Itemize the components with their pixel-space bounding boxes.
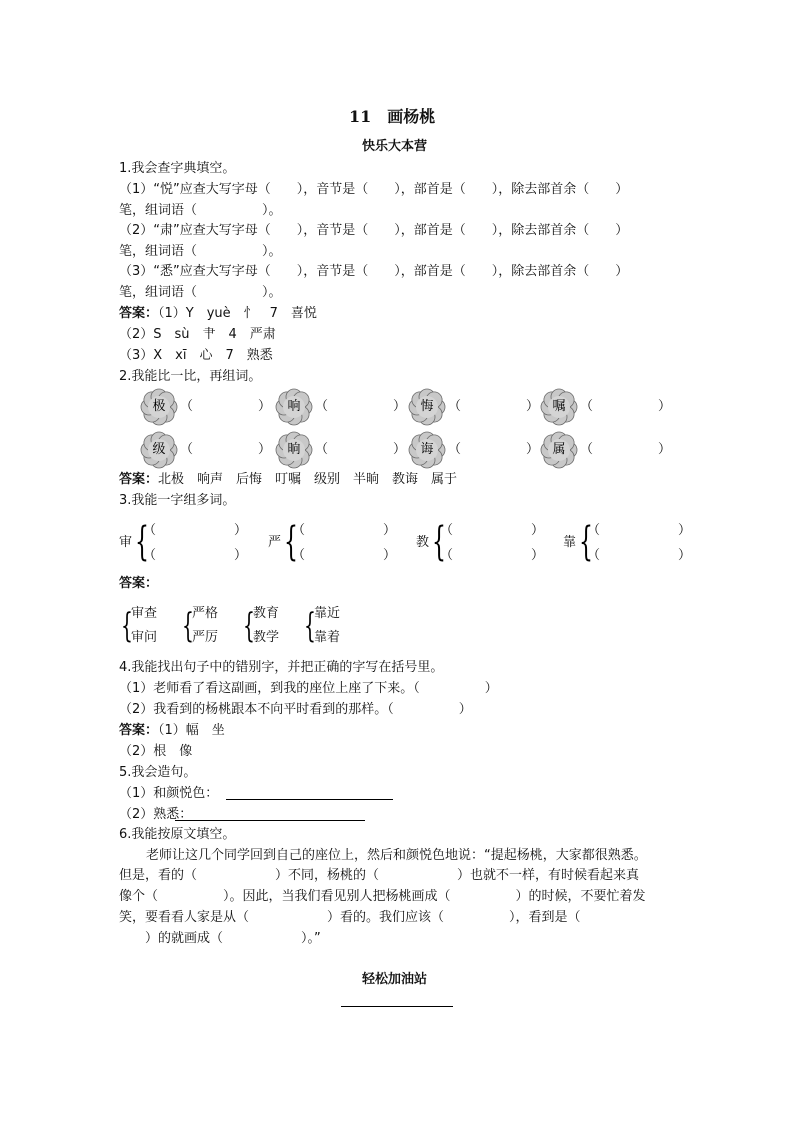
q5-blank-1[interactable] bbox=[226, 799, 393, 800]
q5-item-2: （2）熟悉： bbox=[119, 807, 193, 822]
q1-answer-3: （3）X xī 心 7 熟悉 bbox=[119, 348, 273, 363]
section-divider bbox=[341, 1006, 453, 1007]
answer-label: 答案： bbox=[119, 472, 159, 487]
answer-blank[interactable]: （ ） bbox=[180, 399, 272, 414]
q4-heading: 4.我能找出句子中的错别字，并把正确的字写在括号里。 bbox=[119, 660, 444, 675]
q3-answer-word: 严厉 bbox=[192, 630, 219, 645]
answer-blank[interactable]: （ ） bbox=[448, 442, 540, 457]
answer-blank[interactable]: （ ） bbox=[448, 399, 540, 414]
q3-answer-word: 靠着 bbox=[314, 630, 341, 645]
q5-heading: 5.我会造句。 bbox=[119, 765, 197, 780]
brace-icon: { bbox=[243, 606, 255, 646]
flower-char: 级 bbox=[152, 442, 166, 457]
q5-item-1: （1）和颜悦色： bbox=[119, 786, 219, 801]
answer-blank[interactable]: （ ） bbox=[143, 523, 248, 538]
flower-badge bbox=[275, 388, 313, 426]
q3-answer-word: 教育 bbox=[253, 606, 280, 621]
q6-heading: 6.我能按原文填空。 bbox=[119, 827, 236, 842]
flower-badge bbox=[275, 431, 313, 469]
q3-answer-label: 答案： bbox=[119, 576, 159, 591]
q6-line-2: 但是，看的（ ）不同，杨桃的（ ）也就不一样，有时候看起来真 bbox=[119, 868, 640, 883]
flower-badge bbox=[540, 431, 578, 469]
answer-blank[interactable]: （ ） bbox=[315, 399, 407, 414]
q4-answer-1: （1）幅 坐 bbox=[158, 723, 225, 738]
q2-answer-line bbox=[119, 470, 457, 490]
q1-item1-line1: （1）“悦”应查大写字母（ ），音节是（ ），部首是（ ），除去部首余（ ） bbox=[119, 182, 629, 197]
q2-answer: 北极 响声 后悔 叮嘱 级别 半晌 教诲 属于 bbox=[158, 472, 458, 487]
q1-item1-line2: 笔，组词语（ ）。 bbox=[119, 203, 282, 218]
flower-badge bbox=[140, 431, 178, 469]
q3-answer-word: 严格 bbox=[192, 606, 219, 621]
q1-item3-line1: （3）“悉”应查大写字母（ ），音节是（ ），部首是（ ），除去部首余（ ） bbox=[119, 264, 629, 279]
q4-item-1: （1）老师看了看这副画，到我的座位上座了下来。（ ） bbox=[119, 681, 498, 696]
answer-blank[interactable]: （ ） bbox=[292, 548, 397, 563]
flower-char: 诲 bbox=[420, 442, 434, 457]
brace-icon: { bbox=[579, 519, 593, 565]
brace-icon: { bbox=[284, 519, 298, 565]
q1-answer-2: （2）S sù 肀 4 严肃 bbox=[119, 327, 276, 342]
q3-char: 教 bbox=[416, 535, 430, 550]
q1-item2-line1: （2）“肃”应查大写字母（ ），音节是（ ），部首是（ ），除去部首余（ ） bbox=[119, 223, 629, 238]
q1-answer-1: （1）Y yuè 忄 7 喜悦 bbox=[158, 306, 317, 321]
q2-heading: 2.我能比一比，再组词。 bbox=[119, 369, 262, 384]
q3-answer-word: 靠近 bbox=[314, 606, 341, 621]
flower-char: 悔 bbox=[420, 399, 434, 414]
section-heading-1: 快乐大本营 bbox=[362, 139, 428, 154]
flower-badge bbox=[408, 431, 446, 469]
q3-answer-word: 审查 bbox=[131, 606, 158, 621]
answer-blank[interactable]: （ ） bbox=[143, 548, 248, 563]
flower-char: 嘱 bbox=[552, 399, 566, 414]
q1-answer-line1 bbox=[119, 304, 317, 324]
q3-heading: 3.我能一字组多词。 bbox=[119, 493, 236, 508]
q1-heading: 1.我会查字典填空。 bbox=[119, 161, 236, 176]
answer-blank[interactable]: （ ） bbox=[587, 523, 692, 538]
answer-blank[interactable]: （ ） bbox=[315, 442, 407, 457]
q6-line-1: 老师让这几个同学回到自己的座位上，然后和颜悦色地说：“提起杨桃，大家都很熟悉。 bbox=[146, 848, 647, 863]
brace-icon: { bbox=[182, 606, 194, 646]
flower-badge bbox=[140, 388, 178, 426]
q3-char: 严 bbox=[268, 535, 282, 550]
q3-char: 靠 bbox=[563, 535, 577, 550]
answer-label: 答案： bbox=[119, 723, 159, 738]
q4-answer-line1 bbox=[119, 721, 225, 741]
brace-icon: { bbox=[432, 519, 446, 565]
answer-label: 答案： bbox=[119, 306, 159, 321]
answer-blank[interactable]: （ ） bbox=[587, 548, 692, 563]
answer-blank[interactable]: （ ） bbox=[292, 523, 397, 538]
answer-blank[interactable]: （ ） bbox=[440, 548, 545, 563]
q5-blank-2[interactable] bbox=[175, 820, 365, 821]
flower-badge bbox=[540, 388, 578, 426]
q6-line-5: ）的就画成（ ）。” bbox=[119, 931, 321, 946]
flower-char: 属 bbox=[552, 442, 566, 457]
answer-blank[interactable]: （ ） bbox=[580, 399, 672, 414]
answer-blank[interactable]: （ ） bbox=[580, 442, 672, 457]
flower-char: 响 bbox=[287, 399, 301, 414]
q3-answer-word: 教学 bbox=[253, 630, 280, 645]
answer-blank[interactable]: （ ） bbox=[440, 523, 545, 538]
q6-line-4: 笑，要看看人家是从（ ）看的。我们应该（ ），看到是（ bbox=[119, 910, 581, 925]
q3-char: 审 bbox=[119, 535, 133, 550]
brace-icon: { bbox=[304, 606, 316, 646]
q4-answer-2: （2）根 像 bbox=[119, 744, 193, 759]
q3-answer-word: 审问 bbox=[131, 630, 158, 645]
brace-icon: { bbox=[121, 606, 133, 646]
q1-item3-line2: 笔，组词语（ ）。 bbox=[119, 285, 282, 300]
brace-icon: { bbox=[135, 519, 149, 565]
flower-badge bbox=[408, 388, 446, 426]
flower-char: 极 bbox=[152, 399, 166, 414]
section-heading-2: 轻松加油站 bbox=[362, 972, 428, 987]
page-title: 11 画杨桃 bbox=[349, 107, 436, 126]
q1-item2-line2: 笔，组词语（ ）。 bbox=[119, 244, 282, 259]
answer-blank[interactable]: （ ） bbox=[180, 442, 272, 457]
flower-char: 晌 bbox=[287, 442, 301, 457]
q4-item-2: （2）我看到的杨桃跟本不向平时看到的那样。（ ） bbox=[119, 702, 472, 717]
q6-line-3: 像个（ ）。因此，当我们看见别人把杨桃画成（ ）的时候，不要忙着发 bbox=[119, 889, 646, 904]
